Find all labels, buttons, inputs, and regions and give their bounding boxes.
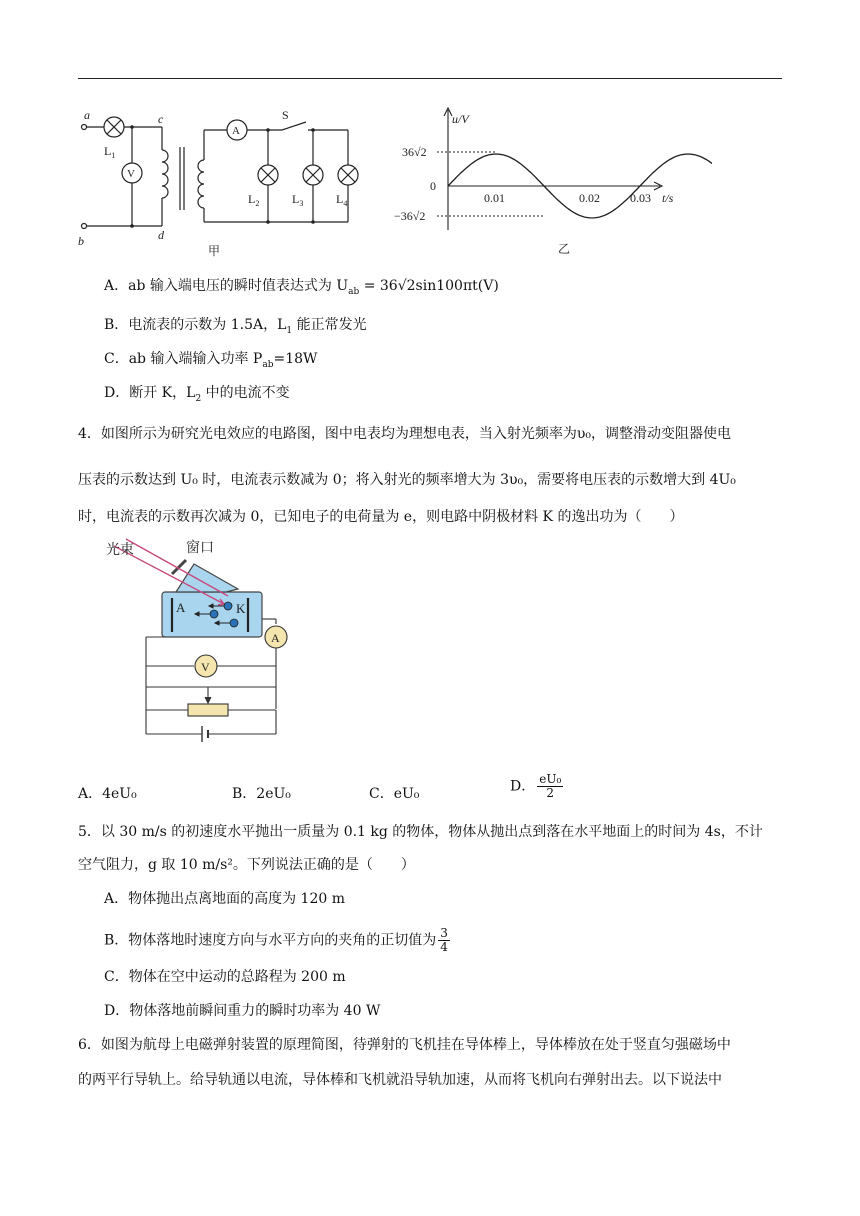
q5-option-a: A．物体抛出点离地面的高度为 120 m (104, 891, 346, 907)
q3-option-a: A．ab 输入端电压的瞬时值表达式为 $U_{ab} = 36√2\sin 100\pi t(V)$ (104, 278, 499, 297)
terminal-a (82, 125, 87, 130)
q5-option-b: B．物体落地时速度方向与水平方向的夹角的正切值为 $\frac{3}{4}$ (104, 926, 448, 954)
y-tick-max: 36√2 (402, 145, 427, 159)
y-axis-label: u/V (452, 112, 469, 126)
voltage-waveform-chart (392, 105, 712, 263)
y-tick-zero: 0 (430, 179, 436, 193)
q3-option-d: D．断开 K，$L_2$ 中的电流不变 (104, 385, 290, 404)
phototube-neck (176, 564, 238, 592)
q4-stem-line1: 4．如图所示为研究光电效应的电路图，图中电表均为理想电表，当入射光频率为υ₀，调整滑动变阻器使电 (78, 426, 732, 442)
q6-stem-line2: 的两平行导轨上。给导轨通以电流，导体棒和飞机就沿导轨加速，从而将飞机向右弹射出去。以下说法中 (78, 1072, 722, 1088)
label-l3: $L_3$ (292, 192, 304, 208)
fraction-3-over-4: $\frac{3}{4}$ (440, 926, 448, 954)
photoelectric-circuit-figure (96, 534, 306, 749)
label-b: b (78, 234, 84, 248)
rheostat-icon (188, 704, 228, 716)
x-tick-0.01: 0.01 (484, 191, 505, 205)
transformer-circuit-figure (70, 105, 380, 260)
label-ammeter: A (232, 125, 240, 137)
switch-s (282, 122, 306, 130)
q5-stem-line2: 空气阻力，g 取 10 m/s²。下列说法正确的是（ ） (78, 857, 415, 873)
label-ammeter: A (271, 631, 280, 645)
q4-option-a: A．4eU₀ (78, 786, 137, 802)
label-cathode: K (236, 601, 246, 616)
label-c: c (158, 112, 164, 126)
terminal-b (82, 224, 87, 229)
label-a: a (84, 108, 90, 122)
label-d: d (158, 228, 164, 242)
q4-stem-line2: 压表的示数达到 U₀ 时，电流表示数减为 0；将入射光的频率增大为 3υ₀，需要将电压表的示数增大到 4U₀ (78, 472, 736, 488)
q3-option-b: B．电流表的示数为 1.5A，$L_1$ 能正常发光 (104, 317, 367, 336)
q6-stem-line1: 6．如图为航母上电磁弹射装置的原理简图，待弹射的飞机挂在导体棒上，导体棒放在处于竖直匀强磁场中 (78, 1037, 731, 1053)
q5-option-c: C．物体在空中运动的总路程为 200 m (104, 969, 346, 985)
q4-option-c: C．eU₀ (369, 786, 420, 802)
label-l2: $L_2$ (248, 192, 260, 208)
q5-stem-line1: 5．以 30 m/s 的初速度水平抛出一质量为 0.1 kg 的物体，物体从抛出点到落在水平地面上的时间为 4s，不计 (78, 824, 763, 840)
q3-option-c: C．ab 输入端输入功率 $P_{ab}=18W$ (104, 351, 318, 370)
caption-jia: 甲 (208, 244, 221, 258)
q4-option-b: B．2eU₀ (232, 786, 291, 802)
label-l1: $L_1$ (104, 144, 116, 160)
label-beam: 光束 (106, 542, 134, 558)
q4-stem-line3: 时，电流表的示数再次减为 0，已知电子的电荷量为 e，则电路中阴极材料 K 的逸出功为（ ） (78, 509, 684, 525)
label-anode: A (176, 600, 186, 615)
label-window: 窗口 (186, 540, 214, 556)
header-rule (78, 78, 782, 79)
y-tick-min: −36√2 (394, 209, 426, 223)
label-l4: $L_4$ (336, 192, 348, 208)
q4-option-d: D． $\frac{\text{eU₀}}{2}$ (510, 772, 562, 800)
fraction-eu0-over-2: $\frac{\text{eU₀}}{2}$ (539, 772, 562, 800)
label-v: V (127, 168, 135, 180)
label-s: S (282, 108, 289, 122)
label-voltmeter: V (201, 660, 210, 674)
q5-option-d: D．物体落地前瞬间重力的瞬时功率为 40 W (104, 1003, 381, 1019)
x-axis-label: t/s (662, 191, 674, 205)
x-tick-0.02: 0.02 (579, 191, 600, 205)
x-tick-0.03: 0.03 (630, 191, 651, 205)
caption-yi: 乙 (558, 242, 571, 256)
